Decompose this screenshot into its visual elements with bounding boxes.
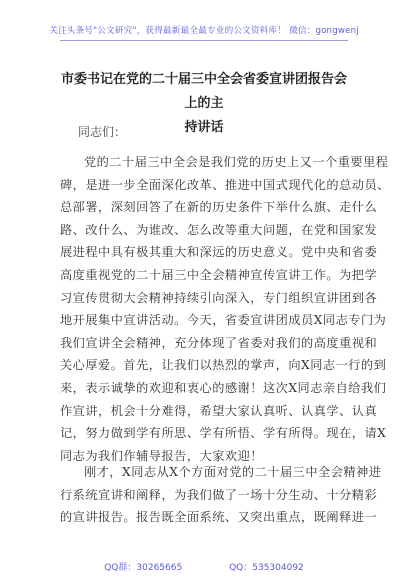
paragraph-line: 我们宣讲全会精神，充分体现了省委对我们的高度重视和 [60,335,378,350]
salutation: 同志们： [78,125,127,139]
paragraph-2 [60,461,382,529]
paragraph-line: 碑，是进一步全面深化改革、推进中国式现代化的总动员、 [60,177,390,192]
paragraph-line: 地开展集中宣讲活动。今天，省委宣讲团成员X同志专门为 [60,313,387,328]
paragraph-line: 党的二十届三中全会是我们党的历史上又一个重要里程 [84,155,389,169]
paragraph-line: 来，表示诚挚的欢迎和衷心的感谢！这次X同志亲自给我们 [60,380,387,395]
paragraph-line: 记，努力做到学有所思、学有所悟、学有所得。现在，请X [60,426,387,441]
paragraph-line: 习宣传贯彻大会精神持续引向深入，专门组织宣讲团到各 [60,290,378,305]
header-divider [60,40,348,41]
paragraph-line: 的宣讲报告。报告既全面系统、又突出重点，既阐释进一 [60,510,378,525]
paragraph-line: 高度重视党的二十届三中全会精神宣传宣讲工作。为把学 [60,267,378,282]
paragraph-line: 关心厚爱。首先，让我们以热烈的掌声，向X同志一行的到 [60,358,387,373]
title-line-2: 持讲话 [184,120,224,135]
paragraph-line: 同志为我们作辅导报告，大家欢迎！ [60,448,263,463]
paragraph-line: 总部署，深刻回答了在新的历史条件下举什么旗、走什么 [60,200,378,215]
paragraph-line: 行系统宣讲和阐释，为我们做了一场十分生动、十分精彩 [60,487,378,502]
paragraph-line: 作宣讲，机会十分难得，希望大家认真听、认真学、认真 [60,403,378,418]
paragraph-line: 展进程中具有极其重大和深远的历史意义。党中央和省委 [60,245,378,260]
title-line-1: 市委书记在党的二十届三中全会省委宣讲团报告会上的主 [60,72,347,111]
footer [0,560,408,573]
paragraph-1 [60,151,390,467]
footer-qq-group: QQ群：30265665 [104,563,183,573]
paragraph-line: 路、改什么、为谁改、怎么改等重大问题，在党和国家发 [60,222,378,237]
paragraph-line: 刚才，X同志从X个方面对党的二十届三中全会精神进 [84,465,382,479]
footer-qq: QQ：535304092 [229,563,304,573]
header-banner: 关注头条号"公文研究"，获得最新最全最专业的公文资料库！ 微信：gongwenj [49,26,359,36]
